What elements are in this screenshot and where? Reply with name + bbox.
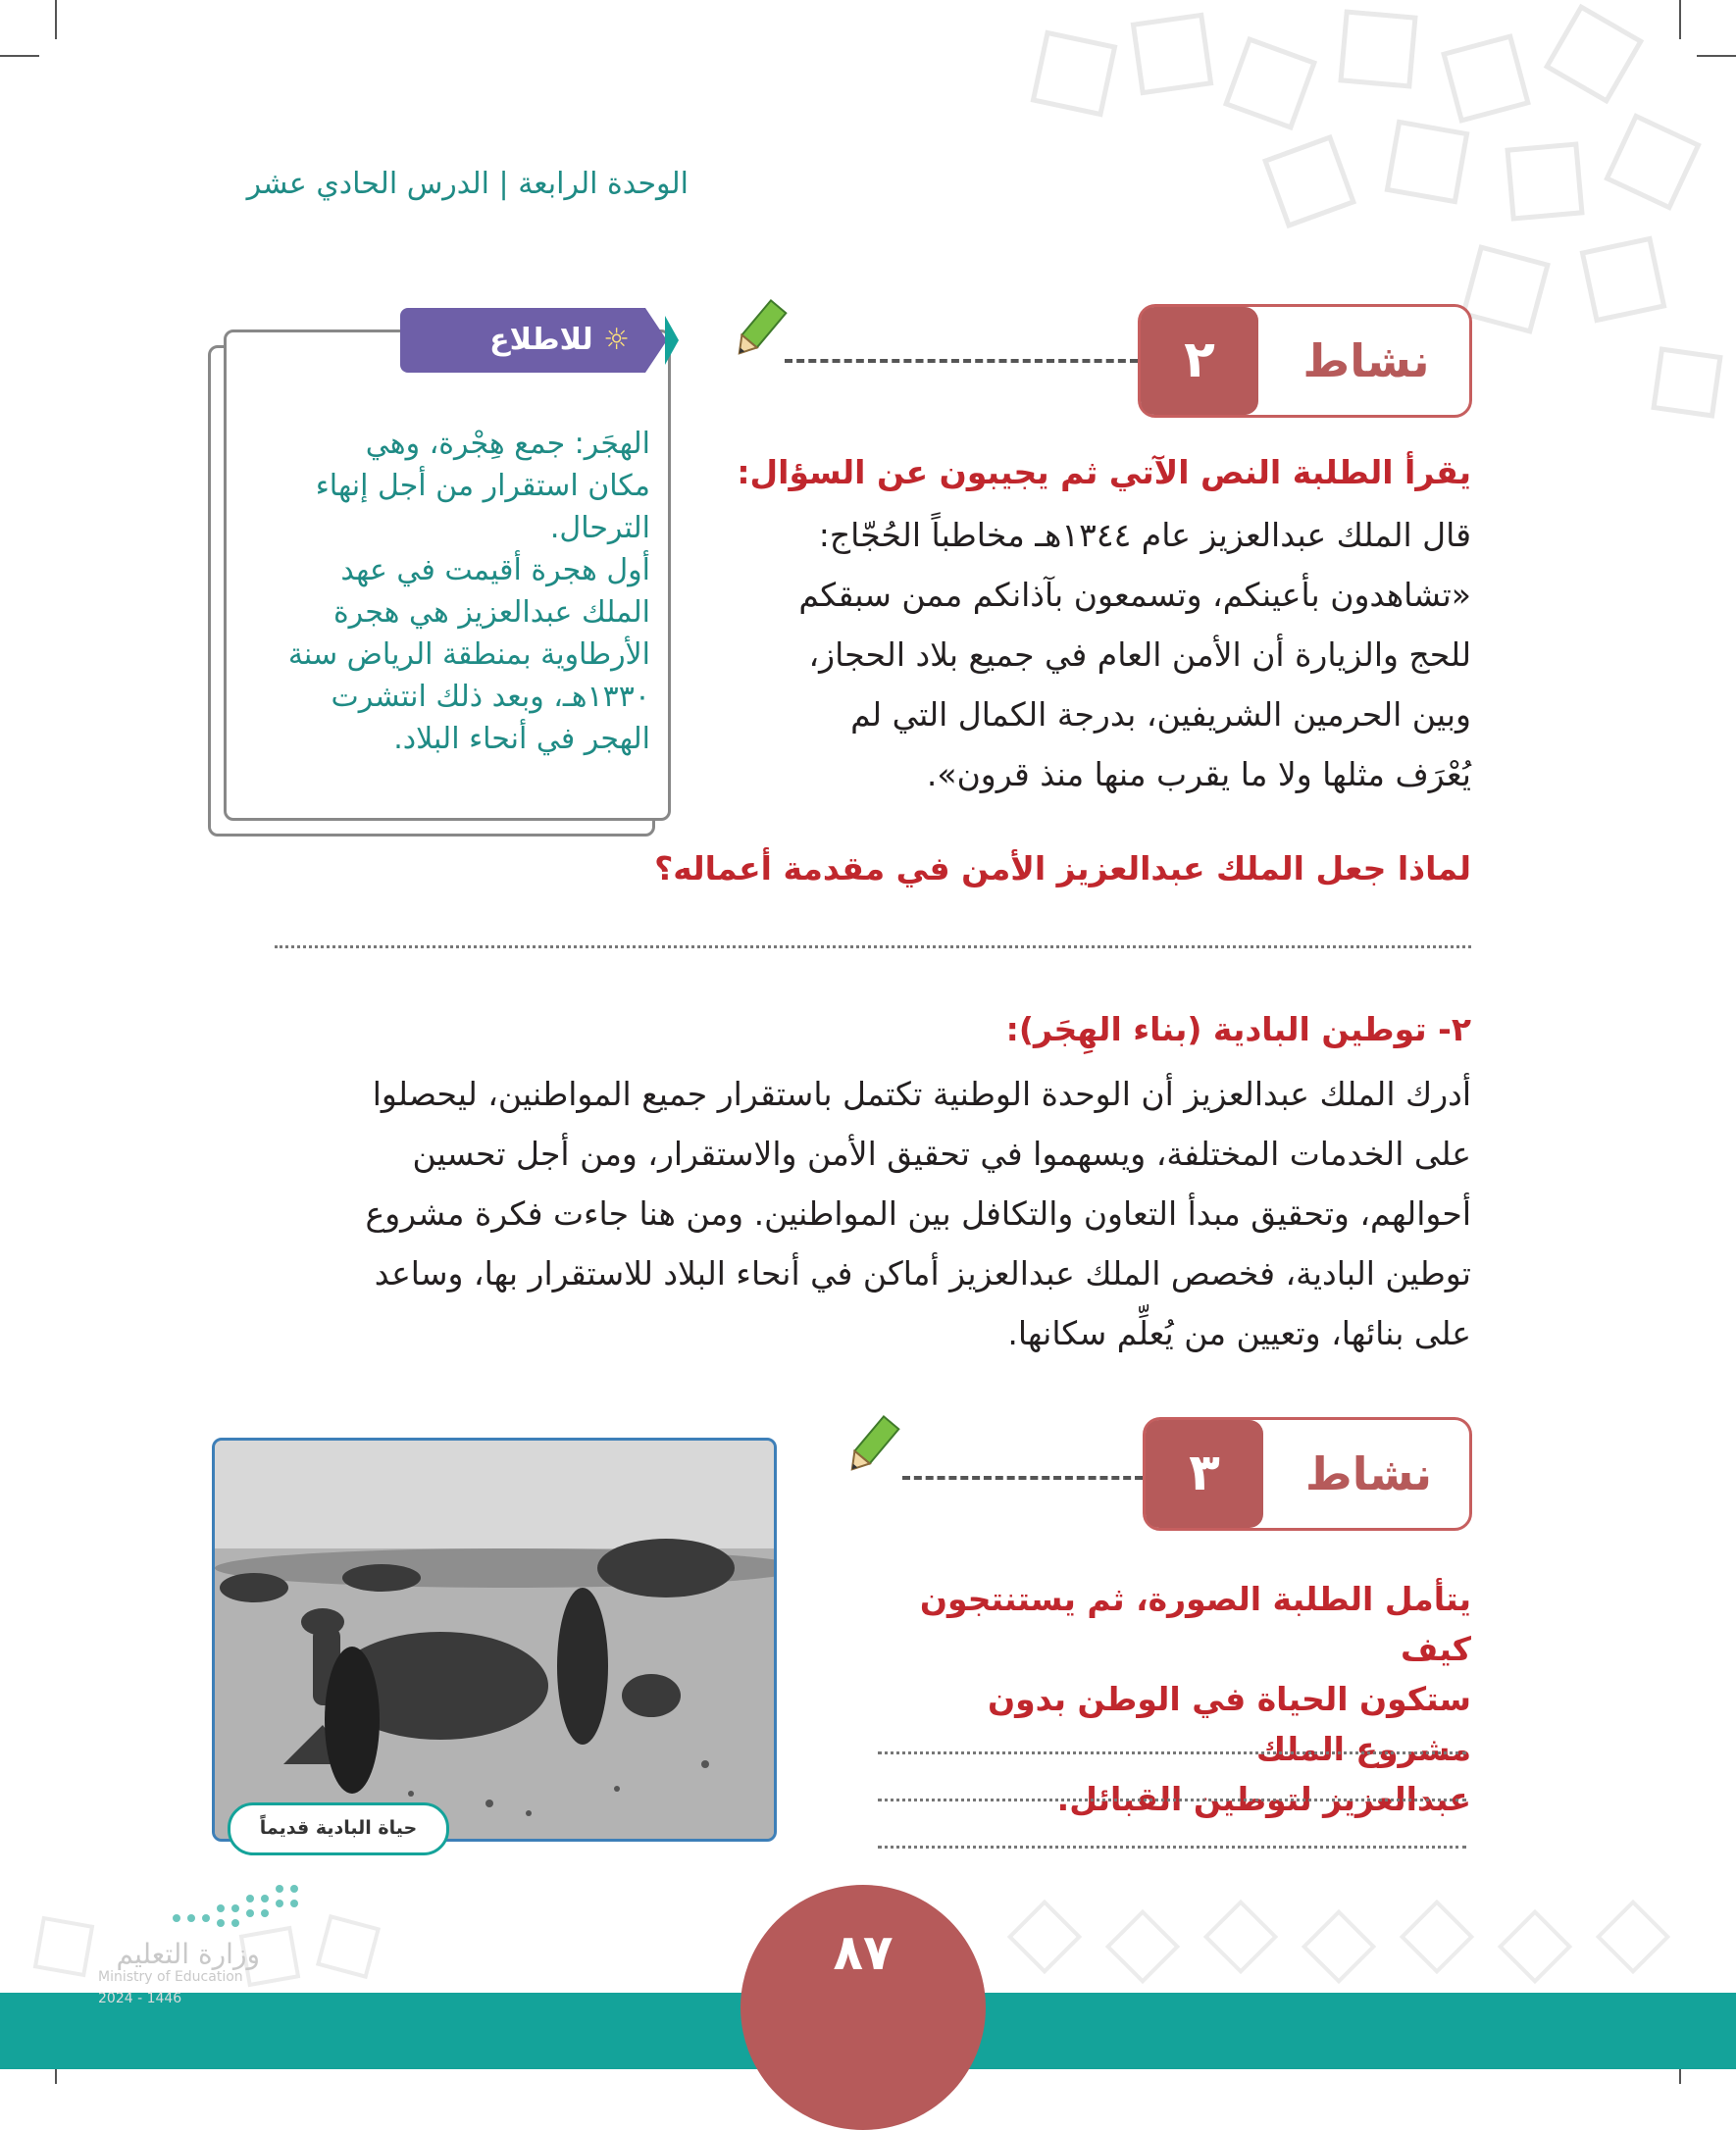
body-line: أدرك الملك عبدالعزيز أن الوحدة الوطنية تكتمل باستقرار جميع المواطنين، ليحصلوا: [372, 1075, 1471, 1113]
quote-line: للحج والزيارة أن الأمن العام في جميع بلاد الحجاز،: [808, 635, 1471, 674]
activity-2-quote: [687, 505, 1471, 804]
info-line: الأرطاوية بمنطقة الرياض سنة: [287, 637, 650, 672]
info-line: الملك عبدالعزيز هي هجرة: [332, 595, 650, 630]
badge-arrow: [645, 308, 667, 373]
photo-illustration: [215, 1441, 774, 1839]
activity-3-instruction: [863, 1574, 1471, 1824]
ministry-name-en: Ministry of Education: [98, 1969, 243, 1985]
activity-2-question: لماذا جعل الملك عبدالعزيز الأمن في مقدمة أعماله؟: [654, 849, 1471, 888]
info-line: الترحال.: [549, 511, 650, 545]
info-badge: [400, 308, 645, 373]
answer-line[interactable]: [878, 1751, 1466, 1754]
crop-mark: [0, 55, 39, 57]
ministry-name: وزارة التعليم: [116, 1938, 260, 1970]
badge-text: للاطلاع: [489, 323, 593, 357]
bedouin-photo: [212, 1438, 777, 1842]
section-2-heading: ٢- توطين البادية (بناء الهِجَر):: [1005, 1010, 1471, 1048]
body-line: على الخدمات المختلفة، ويسهموا في تحقيق الأمن والاستقرار، ومن أجل تحسين: [412, 1135, 1471, 1173]
activity-label: نشاط: [1302, 334, 1430, 387]
info-line: الهجر في أنحاء البلاد.: [393, 722, 650, 756]
page-number: ٨٧: [833, 1924, 894, 1981]
activity-number: ٢: [1141, 307, 1258, 415]
quote-line: «تشاهدون بأعينكم، وتسمعون بآذانكم ممن سبقكم: [798, 576, 1471, 614]
activity-label: نشاط: [1304, 1447, 1433, 1500]
breadcrumb: الوحدة الرابعة | الدرس الحادي عشر: [246, 167, 689, 201]
info-line: مكان استقرار من أجل إنهاء: [315, 469, 650, 503]
quote-line: قال الملك عبدالعزيز عام ١٣٤٤هـ مخاطباً الحُجّاج:: [818, 516, 1471, 554]
answer-line[interactable]: [878, 1846, 1466, 1849]
instruction-line: ستكون الحياة في الوطن بدون مشروع الملك: [987, 1680, 1471, 1768]
photo-caption: حياة البادية قديماً: [228, 1802, 449, 1855]
info-box-text: [238, 423, 650, 760]
pencil-icon: [726, 294, 794, 363]
quote-line: وبين الحرمين الشريفين، بدرجة الكمال التي لم: [850, 695, 1471, 734]
section-2-body: [186, 1064, 1471, 1363]
body-line: على بنائها، وتعيين من يُعلِّم سكانها.: [1007, 1314, 1471, 1352]
instruction-line: يتأمل الطلبة الصورة، ثم يستنتجون كيف: [919, 1580, 1471, 1668]
pencil-icon: [839, 1410, 907, 1479]
badge-accent: [665, 316, 679, 365]
quote-line: يُعْرَف مثلها ولا ما يقرب منها منذ قرون».: [926, 755, 1471, 793]
body-line: أحوالهم، وتحقيق مبدأ التعاون والتكافل بين المواطنين. ومن هنا جاءت فكرة مشروع: [365, 1194, 1471, 1233]
answer-line[interactable]: [275, 945, 1471, 948]
info-line: الهجَر: جمع هِجْرة، وهي: [365, 427, 650, 461]
dashed-line: [902, 1476, 1143, 1480]
crop-mark: [55, 0, 57, 39]
page-number-disc: [740, 1885, 986, 2130]
badge-label: [489, 308, 630, 373]
activity-3-header: [1143, 1417, 1472, 1531]
body-line: توطين البادية، فخصص الملك عبدالعزيز أماكن في أنحاء البلاد للاستقرار بها، وساعد: [374, 1254, 1471, 1293]
lightbulb-icon: ☼: [592, 323, 630, 357]
edition-year: 2024 - 1446: [98, 1991, 182, 2006]
info-line: أول هجرة أقيمت في عهد: [340, 553, 650, 587]
activity-2-header: [1138, 304, 1472, 418]
instruction-line: عبدالعزيز لتوطين القبائل.: [1056, 1780, 1471, 1818]
info-box-front: [224, 330, 671, 821]
activity-2-instruction: يقرأ الطلبة النص الآتي ثم يجيبون عن السؤال:: [737, 453, 1471, 491]
ministry-logo-icon: [162, 1879, 319, 1938]
info-line: ١٣٣٠هـ، وبعد ذلك انتشرت: [331, 680, 650, 714]
dashed-line: [785, 359, 1138, 363]
answer-line[interactable]: [878, 1799, 1466, 1801]
activity-number: ٣: [1146, 1420, 1263, 1528]
